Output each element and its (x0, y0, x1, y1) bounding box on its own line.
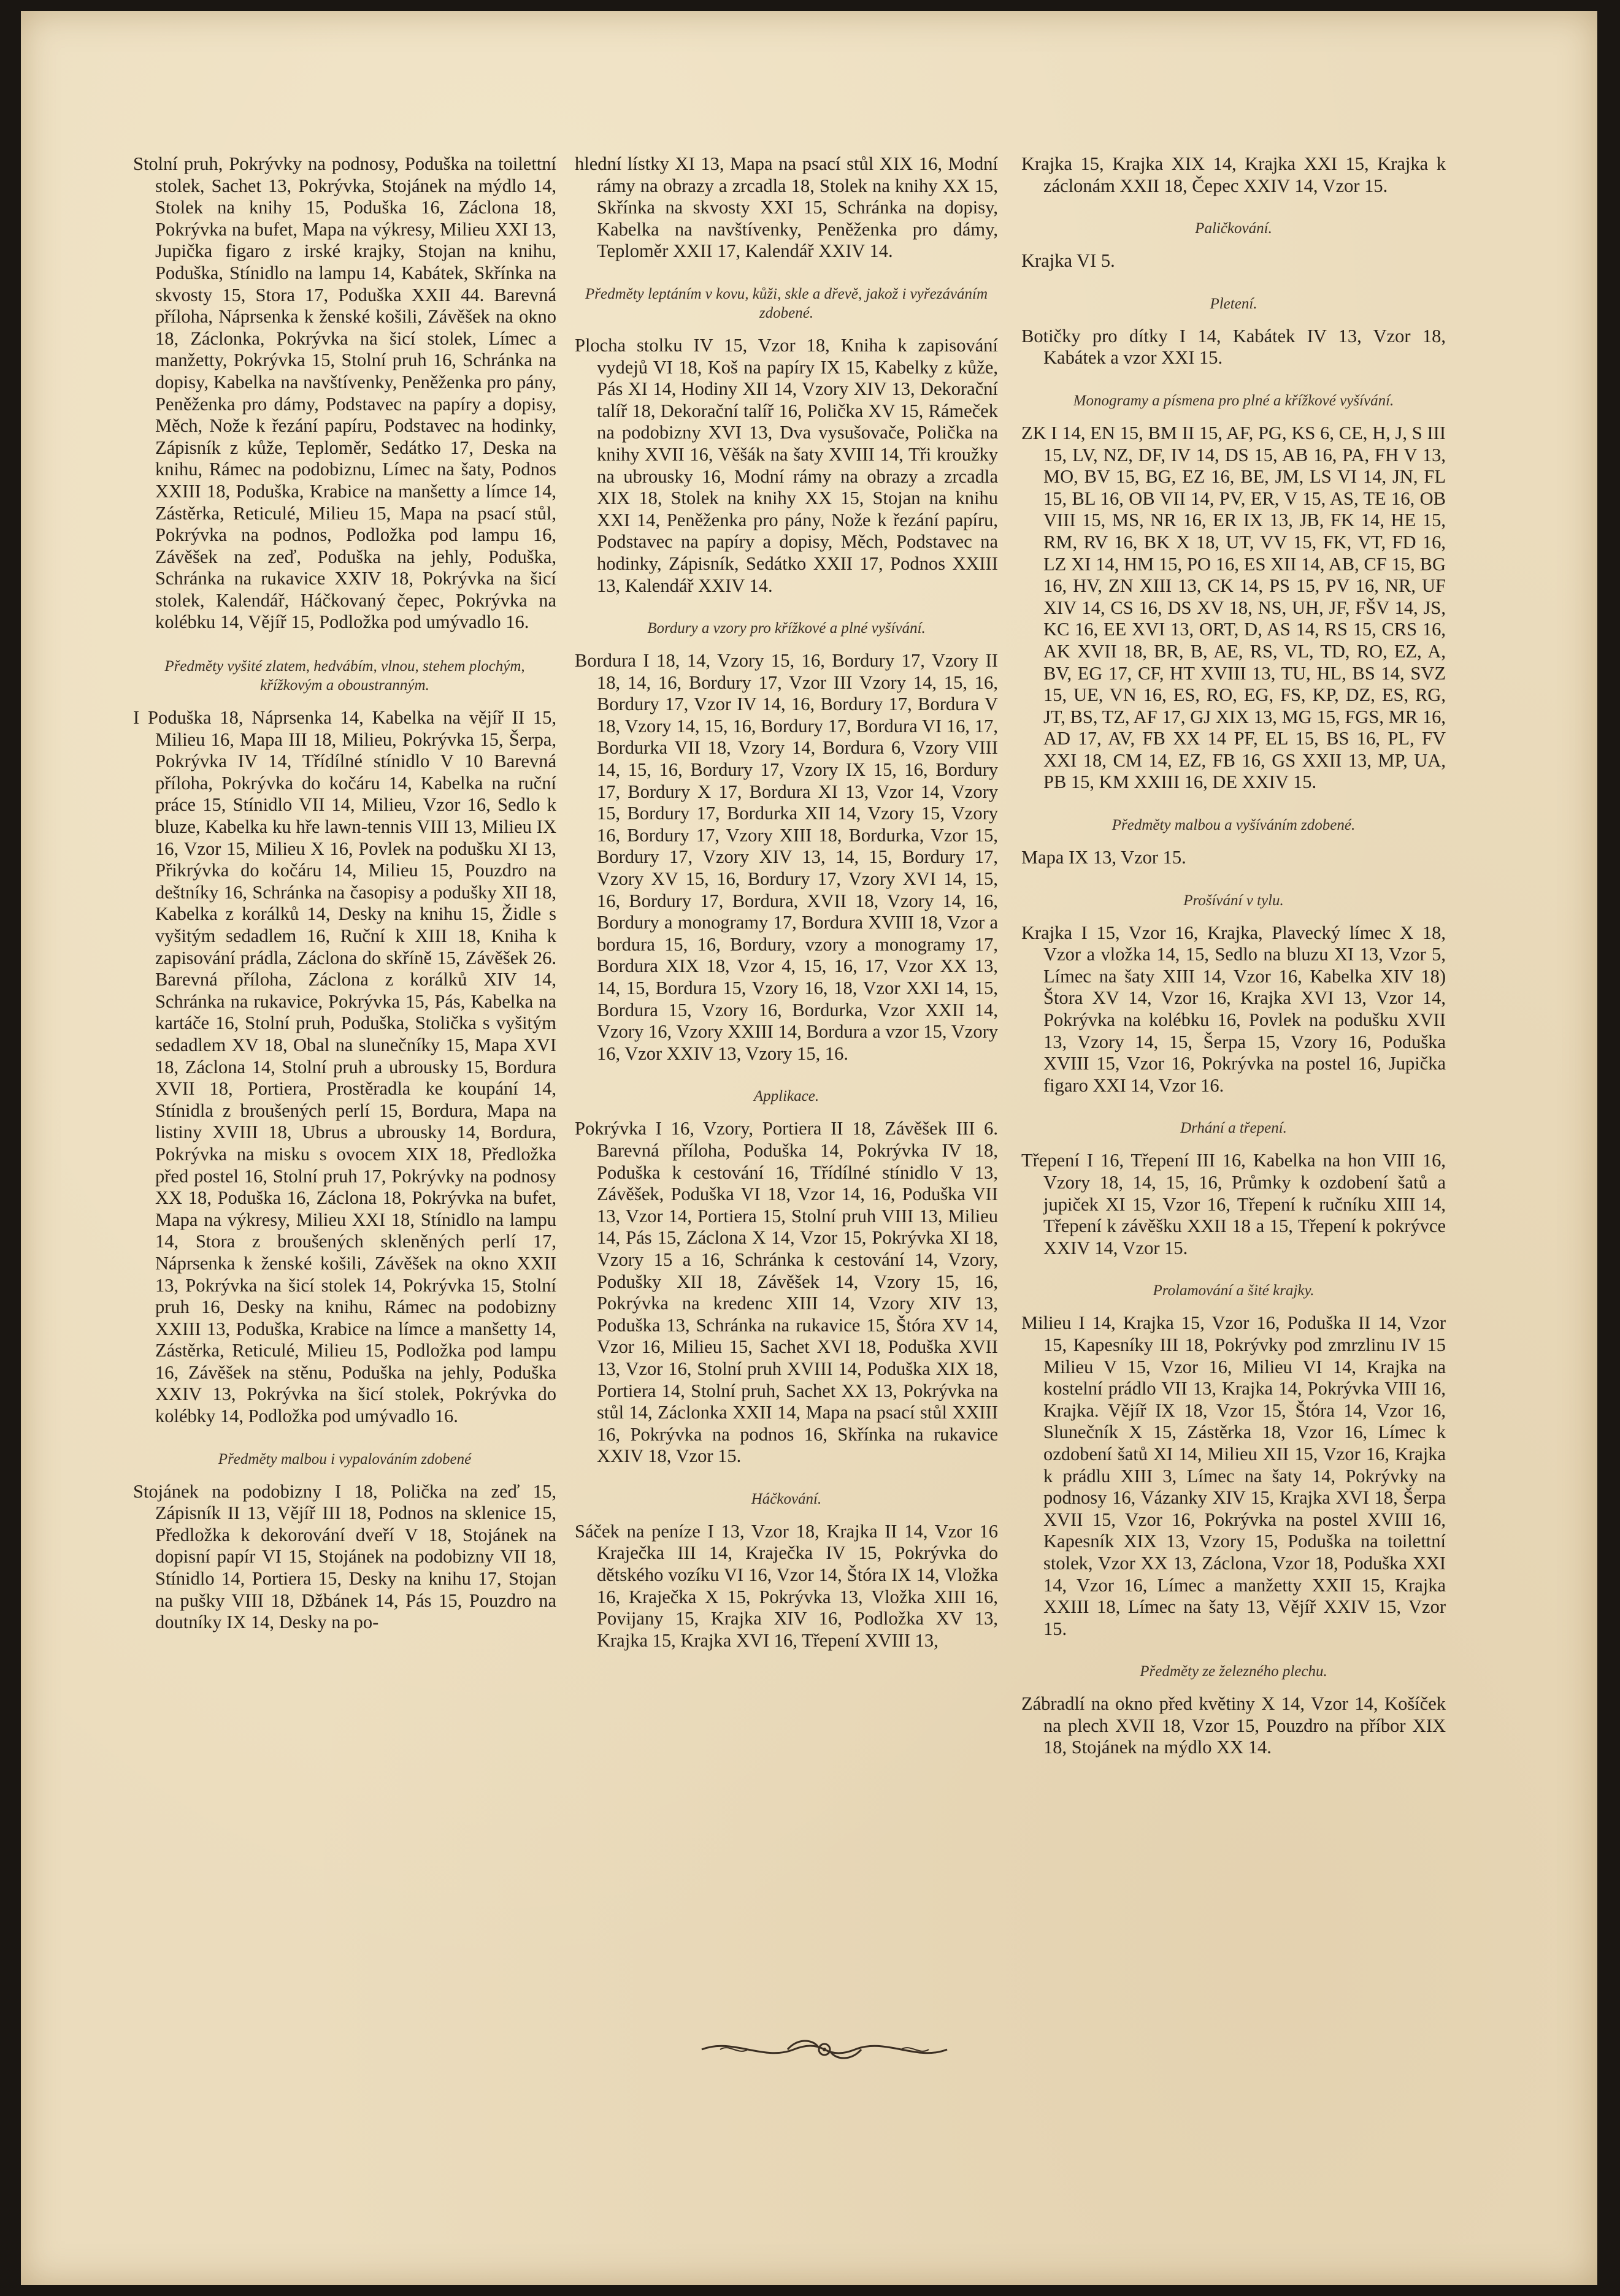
scanned-page (21, 11, 1597, 2285)
entry-paragraph: hlední lístky XI 13, Mapa na psací stůl XIX 16, Modní rámy na obrazy a zrcadla 18, Stolek na knihy XX 15, Skřínka na skvosty XXI 15, Schránka na dopisy, Kabelka na navštívenky, Peněženka pro dámy, Teploměr XXII 17, Kalendář XXIV 14. (575, 153, 998, 262)
entry-paragraph: Sáček na peníze I 13, Vzor 18, Krajka II 14, Vzor 16 Kraječka III 14, Kraječka IV 15, Pokrývka do dětského vozíku VI 16, Vzor 14, Štóra IX 14, Vložka 16, Kraječka X 15, Pokrývka 13, Vložka XIII 16, Povijany 15, Krajka XIV 16, Podložka XV 13, Krajka 15, Krajka XVI 16, Třepení XVIII 13, (575, 1520, 998, 1651)
column-right (1021, 153, 1446, 1759)
entry-paragraph: Milieu I 14, Krajka 15, Vzor 16, Poduška II 14, Vzor 15, Kapesníky III 18, Pokrývky pod zmrzlinu IV 15 Milieu V 15, Vzor 16, Milieu VI 14, Krajka na kostelní prádlo VII 13, Krajka 14, Pokrývka VIII 16, Krajka. Vějíř IX 18, Vzor 15, Štóra 14, Vzor 16, Slunečník X 15, Zástěrka 18, Vzor 16, Límec k ozdobení šatů XI 14, Milieu XII 15, Vzor 16, Krajka k prádlu XIII 3, Límec na šaty 14, Pokrývky na podnosy 16, Vázanky XIV 15, Krajka XVI 18, Šerpa XVII 15, Vzor 16, Pokrývka na postel XVIII 16, Kapesník XIX 13, Vzory 15, Poduška na toilettní stolek, Vzor XX 13, Záclona, Vzor 18, Poduška XXI 14, Vzor 16, Límec a manžetty XXII 15, Krajka XXIII 18, Límec na šaty 13, Vějíř XXIV 15, Vzor 15. (1021, 1312, 1446, 1639)
section-heading: Prolamování a šité krajky. (1153, 1282, 1315, 1299)
section-heading: Paličkování. (1195, 220, 1272, 237)
column-middle (575, 153, 998, 1651)
entry-paragraph: Botičky pro dítky I 14, Kabátek IV 13, Vzor 18, Kabátek a vzor XXI 15. (1021, 325, 1446, 369)
entry-paragraph: Pokrývka I 16, Vzory, Portiera II 18, Závěšek III 6. Barevná příloha, Poduška 14, Pokrývka IV 18, Poduška k cestování 16, Třídílné stínidlo V 13, Závěšek, Poduška VI 18, Vzor 14, 16, Poduška VII 13, Vzor 14, Portiera 15, Stolní pruh VIII 13, Milieu 14, Pás 15, Záclona X 14, Vzor 15, Pokrývka XI 18, Vzory 15 a 16, Schránka k cestování 14, Vzory, Podušky XII 18, Závěšek 14, Vzory 15, 16, Pokrývka na kredenc XIII 14, Vzory XIV 13, Poduška 13, Schránka na rukavice 15, Štóra XV 14, Vzor 16, Milieu 15, Sachet XVI 18, Poduška XVII 13, Vzor 16, Stolní pruh XVIII 14, Poduška XIX 18, Portiera 14, Stolní pruh, Sachet XX 13, Pokrývka na stůl 14, Záclonka XXII 14, Mapa na psací stůl XXIII 16, Pokrývka na podnos 16, Skřínka na rukavice XXIV 18, Vzor 15. (575, 1118, 998, 1467)
entry-paragraph: Krajka 15, Krajka XIX 14, Krajka XXI 15, Krajka k záclonám XXII 18, Čepec XXIV 14, Vzor 15. (1021, 153, 1446, 196)
section-heading: Předměty vyšité zlatem, hedvábím, vlnou, stehem plochým, křížkovým a oboustranným. (164, 658, 525, 694)
section-heading: Bordury a vzory pro křížkové a plné vyšívání. (647, 620, 926, 637)
section-heading: Pletení. (1210, 295, 1257, 312)
section-heading: Předměty malbou i vypalováním zdobené (218, 1450, 472, 1468)
section-heading: Háčkování. (751, 1490, 822, 1507)
entry-paragraph: ZK I 14, EN 15, BM II 15, AF, PG, KS 6, CE, H, J, S III 15, LV, NZ, DF, IV 14, DS 15, AB 16, PA, FH V 13, MO, BV 15, BG, EZ 16, BE, JM, LS VI 14, JN, FL 15, BL 16, OB VII 14, PV, ER, V 15, AS, TE 16, OB VIII 15, MS, NR 16, ER IX 13, JB, FK 14, HE 15, RM, RV 16, BK X 18, UT, VV 15, FK, VT, FD 16, LZ XI 14, HM 15, PO 16, ES XII 14, AB, CF 15, BG 16, HV, ZN XIII 13, CK 14, PS 15, PV 16, NR, UF XIV 14, CS 16, DS XV 18, NS, UH, JF, FŠV 14, JS, KC 16, EE XVI 13, ORT, D, AS 14, RS 15, CRS 16, AK XVII 18, BR, B, AE, RS, VL, TD, RO, EZ, A, BV, EG 17, CF, HT XVIII 13, TU, HL, BS 14, SVZ 15, UE, VN 16, ES, RO, EG, FS, KP, DZ, ES, RG, JT, BS, TZ, AF 17, GJ XIX 13, MG 15, FGS, MR 16, AD 17, AV, FB XX 14 PF, EL 15, BS 16, PL, FV XXI 18, CM 14, EZ, FB 16, GS XXII 13, MP, UA, PB 15, KM XXIII 16, DE XXIV 15. (1021, 422, 1446, 793)
entry-paragraph: Stojánek na podobizny I 18, Polička na zeď 15, Zápisník II 13, Vějíř III 18, Podnos na sklenice 15, Předložka k dekorování dveří V 18, Stojánek na dopisní papír VI 15, Stojánek na podobizny VII 18, Stínidlo 14, Portiera 15, Desky na knihu 17, Stojan na pušky VIII 18, Džbánek 14, Pás 15, Pouzdro na doutníky IX 14, Desky na po- (133, 1480, 556, 1633)
entry-paragraph: I Poduška 18, Náprsenka 14, Kabelka na vějíř II 15, Milieu 16, Mapa III 18, Milieu, Pokrývka 15, Šerpa, Pokrývka IV 14, Třídílné stínidlo V 10 Barevná příloha, Pokrývka do kočáru 14, Kabelka na ruční práce 15, Stínidlo VII 14, Milieu, Vzor 16, Sedlo k bluze, Kabelka ku hře lawn-tennis VIII 13, Milieu IX 16, Vzor 15, Milieu X 16, Povlek na podušku XI 13, Přikrývka do kočáru 14, Milieu 15, Pouzdro na deštníky 16, Schránka na časopisy a podušky XII 18, Kabelka z korálků 14, Desky na knihu 15, Židle s vyšitým sedadlem 16, Ruční k XIII 18, Kniha k zapisování prádla, Záclona do skříně 15, Závěšek 26. Barevná příloha, Záclona z korálků XIV 14, Schránka na rukavice, Pokrývka 15, Pás, Kabelka na kartáče 16, Stolní pruh, Poduška, Stolička s vyšitým sedadlem XV 18, Obal na slunečníky 15, Mapa XVI 18, Záclona 14, Stolní pruh a ubrousky 15, Bordura XVII 18, Portiera, Prostěradla ke koupání 14, Stínidla z broušených perlí 15, Bordura, Mapa na listiny XVIII 18, Ubrus a ubrousky 14, Bordura, Pokrývka na misku s ovocem XIX 18, Předložka před postel 16, Stolní pruh 17, Pokrývky na podnosy XX 18, Poduška 16, Záclona 18, Pokrývka na bufet, Mapa na výkresy, Milieu XXI 18, Stínidlo na lampu 14, Stora z broušených skleněných perlí 17, Náprsenka k ženské košili, Závěšek na okno XXII 13, Pokrývka na šicí stolek 14, Pokrývka 15, Stolní pruh 16, Desky na knihu, Rámec na podobizny XXIII 13, Poduška, Krabice na límce a manšetty 14, Zástěrka, Reticulé, Milieu 15, Podložka pod lampu 16, Závěšek na stěnu, Poduška na jehly, Poduška XXIV 13, Pokrývka na šicí stolek, Pokrývka do kolébky 14, Podložka pod umývadlo 16. (133, 707, 556, 1427)
entry-paragraph: Stolní pruh, Pokrývky na podnosy, Poduška na toilettní stolek, Sachet 13, Pokrývka, Stojánek na mýdlo 14, Stolek na knihy 15, Poduška 16, Záclona 18, Pokrývka na bufet, Mapa na výkresy, Milieu XXI 13, Jupička figaro z irské krajky, Stojan na knihu, Poduška, Stínidlo na lampu 14, Kabátek, Skřínka na skvosty 15, Stora 17, Poduška XXII 44. Barevná příloha, Náprsenka k ženské košili, Závěšek na okno 18, Záclonka, Pokrývka na šicí stolek, Límec a manžetty, Pokrývka 15, Stolní pruh 16, Schránka na dopisy, Kabelka na navštívenky, Peněženka pro pány, Peněženka pro dámy, Podstavec na papíry a dopisy, Měch, Nože k řezání papíru, Podstavec na hodinky, Zápisník z kůže, Teploměr, Sedátko 17, Deska na knihu, Rámec na podobiznu, Límec na šaty, Podnos XXIII 18, Poduška, Krabice na manšetty a límce 14, Zástěrka, Reticulé, Milieu 15, Mapa na psací stůl, Pokrývka na podnos, Podložka pod lampu 16, Závěšek na zeď, Poduška na jehly, Poduška, Schránka na rukavice XXIV 18, Pokrývka na šicí stolek, Kalendář, Háčkovaný čepec, Pokrývka na kolébku 14, Vějíř 15, Podložka pod umývadlo 16. (133, 153, 556, 633)
section-heading: Předměty ze železného plechu. (1140, 1663, 1327, 1680)
section-heading: Předměty malbou a vyšíváním zdobené. (1111, 817, 1356, 834)
section-heading: Prošívání v tylu. (1183, 892, 1284, 909)
entry-paragraph: Třepení I 16, Třepení III 16, Kabelka na hon VIII 16, Vzory 18, 14, 15, 16, Průmky k ozdobení šatů a jupiček XI 15, Vzor 16, Třepení k ručníku XIII 14, Třepení k závěšku XXII 18 a 15, Třepení k pokrývce XXIV 14, Vzor 15. (1021, 1150, 1446, 1258)
section-heading: Předměty leptáním v kovu, kůži, skle a dřevě, jakož i vyřezáváním zdobené. (585, 285, 988, 321)
entry-paragraph: Krajka VI 5. (1021, 250, 1115, 272)
flourish-ornament-icon (696, 2034, 953, 2065)
column-left (133, 153, 556, 1634)
entry-paragraph: Plocha stolku IV 15, Vzor 18, Kniha k zapisování vydejů VI 18, Koš na papíry IX 15, Kabelky z kůže, Pás XI 14, Hodiny XII 14, Vzory XIV 13, Dekorační talíř 18, Dekorační talíř 16, Polička XV 15, Rámeček na podobizny XVI 13, Dva vysušovače, Polička na knihy XVII 16, Věšák na šaty XVIII 14, Tři kroužky na ubrousky 16, Modní rámy na obrazy a zrcadla XIX 18, Stolek na knihy XX 15, Stojan na knihu XXI 14, Peněženka pro pány, Nože k řezání papíru, Podstavec na papíry a dopisy, Měch, Podstavec na hodinky, Zápisník, Sedátko XXII 17, Podnos XXIII 13, Kalendář XXIV 14. (575, 334, 998, 596)
entry-paragraph: Zábradlí na okno před květiny X 14, Vzor 14, Košíček na plech XVII 18, Vzor 15, Pouzdro na příbor XIX 18, Stojánek na mýdlo XX 14. (1021, 1693, 1446, 1758)
section-heading: Drhání a třepení. (1180, 1120, 1287, 1137)
section-heading: Applikace. (753, 1088, 820, 1105)
entry-paragraph: Bordura I 18, 14, Vzory 15, 16, Bordury 17, Vzory II 18, 14, 16, Bordury 17, Vzor III Vzory 14, 15, 16, Bordury 17, Vzor IV 14, 16, Bordury 17, Bordura V 18, Vzory 14, 15, 16, Bordury 17, Bordura VI 16, 17, Bordurka VII 18, Vzory 14, Bordura 6, Vzory VIII 14, 15, 16, Bordury 17, Vzory IX 15, 16, Bordury 17, Bordury X 17, Bordura XI 13, Vzor 14, Vzory 15, Bordury 17, Bordurka XII 14, Vzory 15, Vzory 16, Bordury 17, Vzory XIII 18, Bordurka, Vzor 15, Bordury 17, Vzory XIV 13, 14, 15, Bordury 17, Vzory XV 15, 16, Bordury 17, Vzory XVI 14, 15, 16, Bordury 17, Bordura, XVII 18, Vzory 14, 16, Bordury a monogramy 17, Bordura XVIII 18, Vzor a bordura 15, 16, Bordury, vzory a monogramy 17, Bordura XIX 18, Vzor 4, 15, 16, 17, Vzor XX 13, 14, 15, Bordura 15, Vzory 16, 18, Vzor XXI 14, 15, Bordura 15, Vzory 16, Bordurka, Vzor XXII 14, Vzory 16, Vzory XXIII 14, Bordura a vzor 15, Vzory 16, Vzor XXIV 13, Vzory 15, 16. (575, 650, 998, 1064)
section-heading: Monogramy a písmena pro plné a křížkové vyšívání. (1073, 392, 1394, 409)
entry-paragraph: Mapa IX 13, Vzor 15. (1021, 847, 1186, 868)
entry-paragraph: Krajka I 15, Vzor 16, Krajka, Plavecký límec X 18, Vzor a vložka 14, 15, Sedlo na bluzu XI 13, Vzor 5, Límec na šaty XIII 14, Vzor 16, Kabelka XIV 18) Štora XV 14, Vzor 16, Krajka XVI 13, Vzor 14, Pokrývka na kolébku 16, Povlek na podušku XVII 13, Vzory 14, 15, Šerpa 15, Vzory 16, Poduška XVIII 15, Vzor 16, Pokrývka na postel 16, Jupička figaro XXI 14, Vzor 16. (1021, 922, 1446, 1096)
